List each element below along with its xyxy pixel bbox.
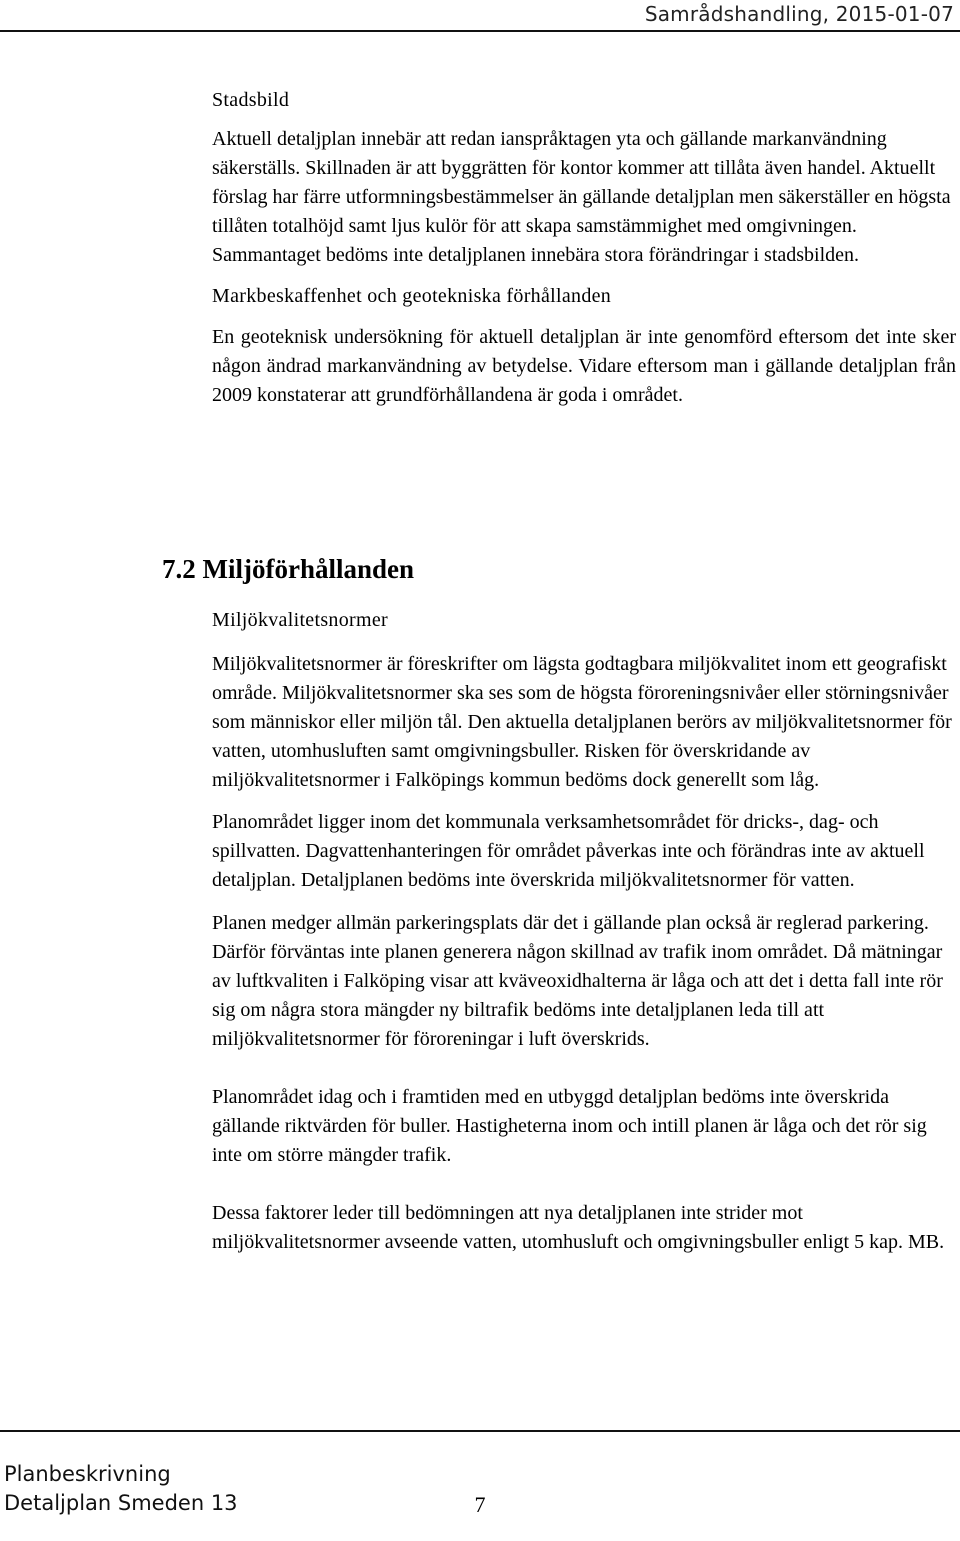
footer-rule (0, 1430, 960, 1432)
paragraph-markbeskaffenhet: En geoteknisk undersökning för aktuell detaljplan är inte genomförd eftersom det inte sker någon ändrad markanvändning av betydelse. Vidare eftersom man i gällande detaljplan från 2009 konstaterar att grundförhållandena är goda i området. (212, 326, 956, 406)
paragraph-mkn-2: Planområdet ligger inom det kommunala verksamhetsområdet för dricks-, dag- och spillvatten. Dagvattenhanteringen för området påverkas inte och förändras inte av aktuell detaljplan. Detaljplanen bedöms inte överskrida miljökvalitetsnormer för vatten. (212, 811, 925, 891)
footer-document-type: Planbeskrivning (4, 1462, 171, 1486)
section-title-miljokvalitetsnormer: Miljökvalitetsnormer (212, 609, 388, 631)
paragraph-mkn-3: Planen medger allmän parkeringsplats där det i gällande plan också är reglerad parkering. Därför förväntas inte planen generera någon skillnad av trafik inom området. Då mätningar av luftkvaliten i Falköping visar att kväveoxidhalterna är låga och att det i detta fall inte rör sig om några stora mängder ny biltrafik bedöms inte detaljplanen leda till att miljökvalitetsnormer för föroreningar i luft överskrids. (212, 912, 943, 1050)
footer-plan-name: Detaljplan Smeden 13 (4, 1491, 238, 1515)
paragraph-mkn-4: Planområdet idag och i framtiden med en utbyggd detaljplan bedöms inte överskrida gällande riktvärden för buller. Hastigheterna inom och intill planen är låga och det rör sig inte om större mängder trafik. (212, 1086, 927, 1166)
content-lower (212, 606, 956, 1257)
content-upper (212, 86, 956, 410)
page-number: 7 (474, 1492, 486, 1517)
header-rule (0, 30, 960, 32)
paragraph-stadsbild: Aktuell detaljplan innebär att redan ianspråktagen yta och gällande markanvändning säkerställs. Skillnaden är att byggrätten för kontor kommer att tillåta även handel. Aktuellt förslag har färre utformningsbestämmelser än gällande detaljplan men säkerställer en högsta tillåten totalhöjd samt ljus kulör för att skapa samstämmighet med omgivningen. Sammantaget bedöms inte detaljplanen innebära stora förändringar i stadsbilden. (212, 128, 951, 266)
section-title-stadsbild: Stadsbild (212, 89, 290, 111)
running-header: Samrådshandling, 2015-01-07 (644, 2, 954, 26)
section-title-markbeskaffenhet: Markbeskaffenhet och geotekniska förhållanden (212, 285, 612, 307)
paragraph-mkn-1: Miljökvalitetsnormer är föreskrifter om lägsta godtagbara miljökvalitet inom ett geografiskt område. Miljökvalitetsnormer ska ses som de högsta föroreningsnivåer eller störningsnivåer som människor eller miljön tål. Den aktuella detaljplanen berörs av miljökvalitetsnormer för vatten, utomhusluften samt omgivningsbuller. Risken för överskridande av miljökvalitetsnormer i Falköpings kommun bedöms dock generellt som låg. (212, 653, 952, 791)
heading-miljoforhallanden: 7.2 Miljöförhållanden (162, 554, 415, 584)
paragraph-mkn-5: Dessa faktorer leder till bedömningen att nya detaljplanen inte strider mot miljökvalitetsnormer avseende vatten, utomhusluft och omgivningsbuller enligt 5 kap. MB. (212, 1202, 945, 1253)
